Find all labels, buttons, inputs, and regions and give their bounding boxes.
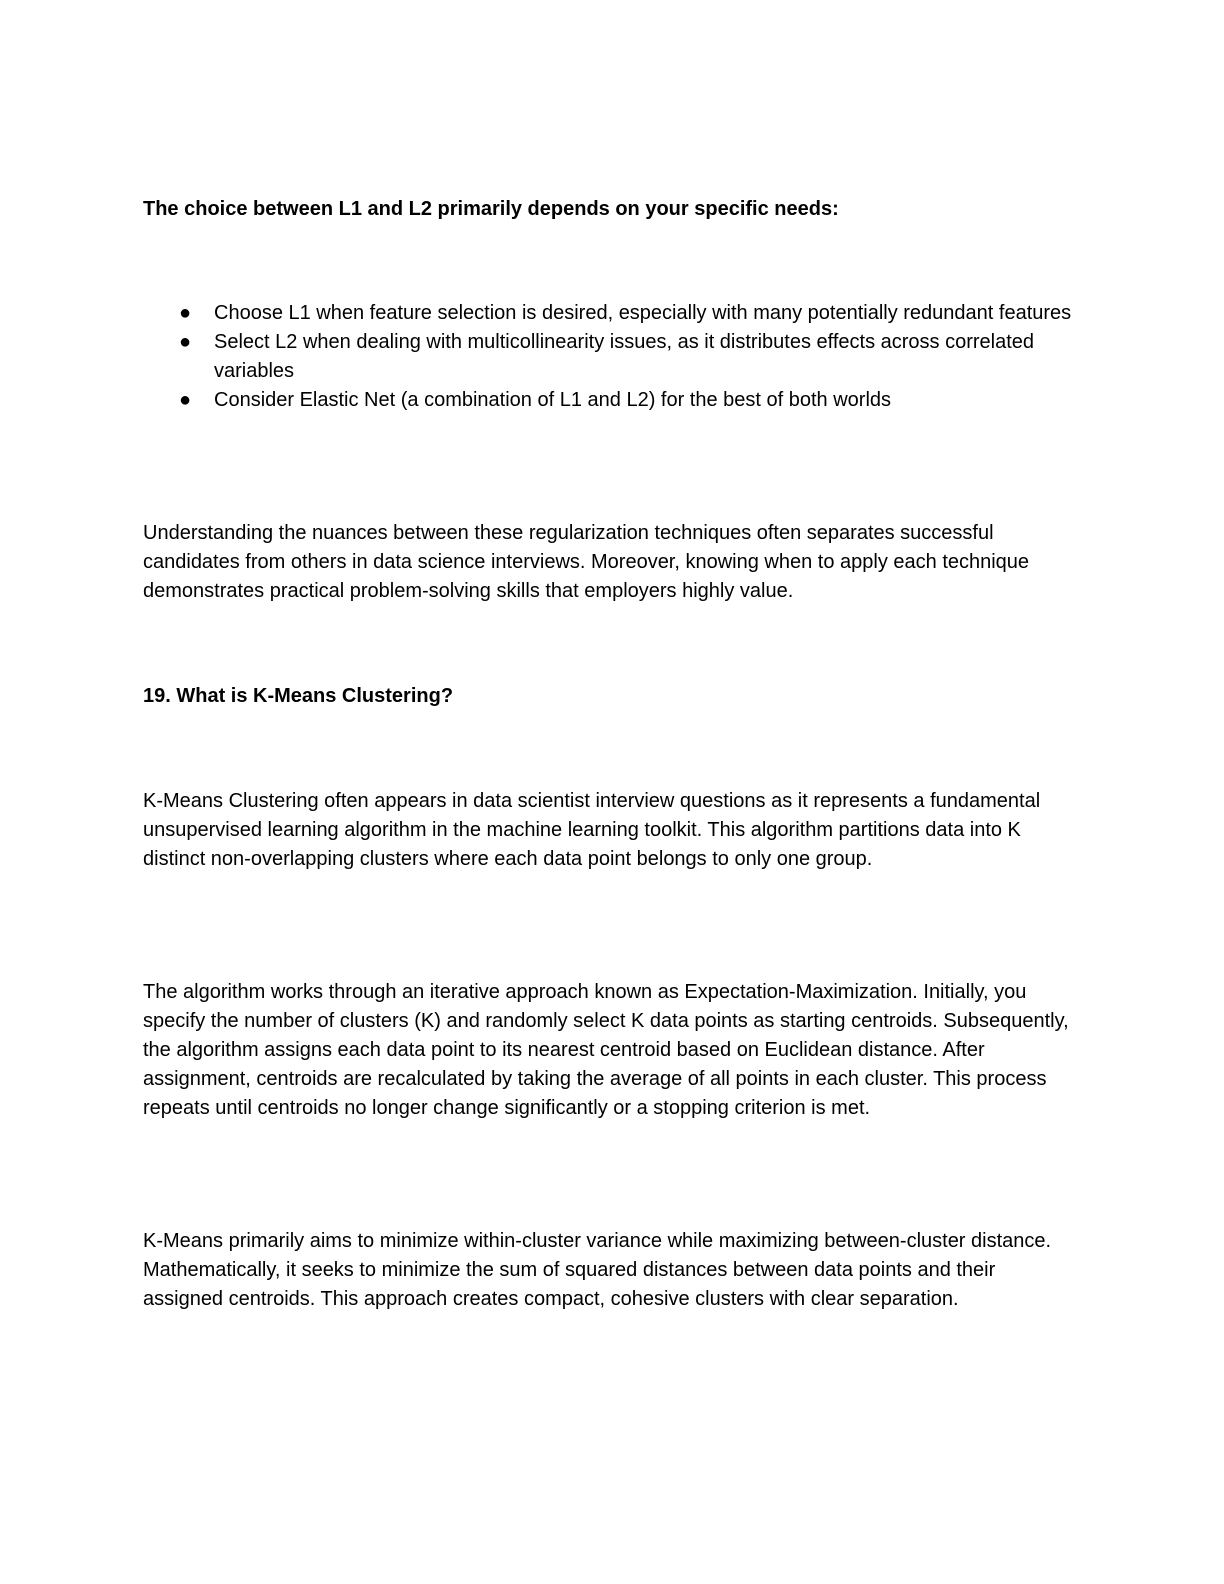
bullet-icon: ● xyxy=(179,389,192,411)
bullet-list xyxy=(143,299,1078,415)
list-item-text: Choose L1 when feature selection is desired, especially with many potentially redundant features xyxy=(214,302,1072,324)
paragraph: Understanding the nuances between these regularization techniques often separates successful candidates from others in data science interviews. Moreover, knowing when to apply each technique demonstrates practical problem-solving skills that employers highly value. xyxy=(143,522,1030,602)
paragraph: K-Means primarily aims to minimize within-cluster variance while maximizing between-cluster distance. Mathematically, it seeks to minimize the sum of squared distances between data points and their assigned centroids. This approach creates compact, cohesive clusters with clear separation. xyxy=(143,1230,1052,1310)
paragraph: The algorithm works through an iterative approach known as Expectation-Maximization. Initially, you specify the number of clusters (K) and randomly select K data points as starting centroids. Subsequently, the algorithm assigns each data point to its nearest centroid based on Euclidean distance. After assignment, centroids are recalculated by taking the average of all points in each cluster. This process repeats until centroids no longer change significantly or a stopping criterion is met. xyxy=(143,981,1069,1119)
list-item xyxy=(143,386,1078,415)
bullet-icon: ● xyxy=(179,331,192,353)
list-item xyxy=(143,299,1078,328)
section-heading: 19. What is K-Means Clustering? xyxy=(143,685,454,707)
bullet-icon: ● xyxy=(179,302,192,324)
list-item-text: Consider Elastic Net (a combination of L1 and L2) for the best of both worlds xyxy=(214,389,892,411)
list-item-text: Select L2 when dealing with multicollinearity issues, as it distributes effects across correlated variables xyxy=(214,331,1035,382)
paragraph: K-Means Clustering often appears in data scientist interview questions as it represents a fundamental unsupervised learning algorithm in the machine learning toolkit. This algorithm partitions data into K distinct non-overlapping clusters where each data point belongs to only one group. xyxy=(143,790,1041,870)
section-heading: The choice between L1 and L2 primarily depends on your specific needs: xyxy=(143,198,839,220)
list-item xyxy=(143,328,1078,386)
